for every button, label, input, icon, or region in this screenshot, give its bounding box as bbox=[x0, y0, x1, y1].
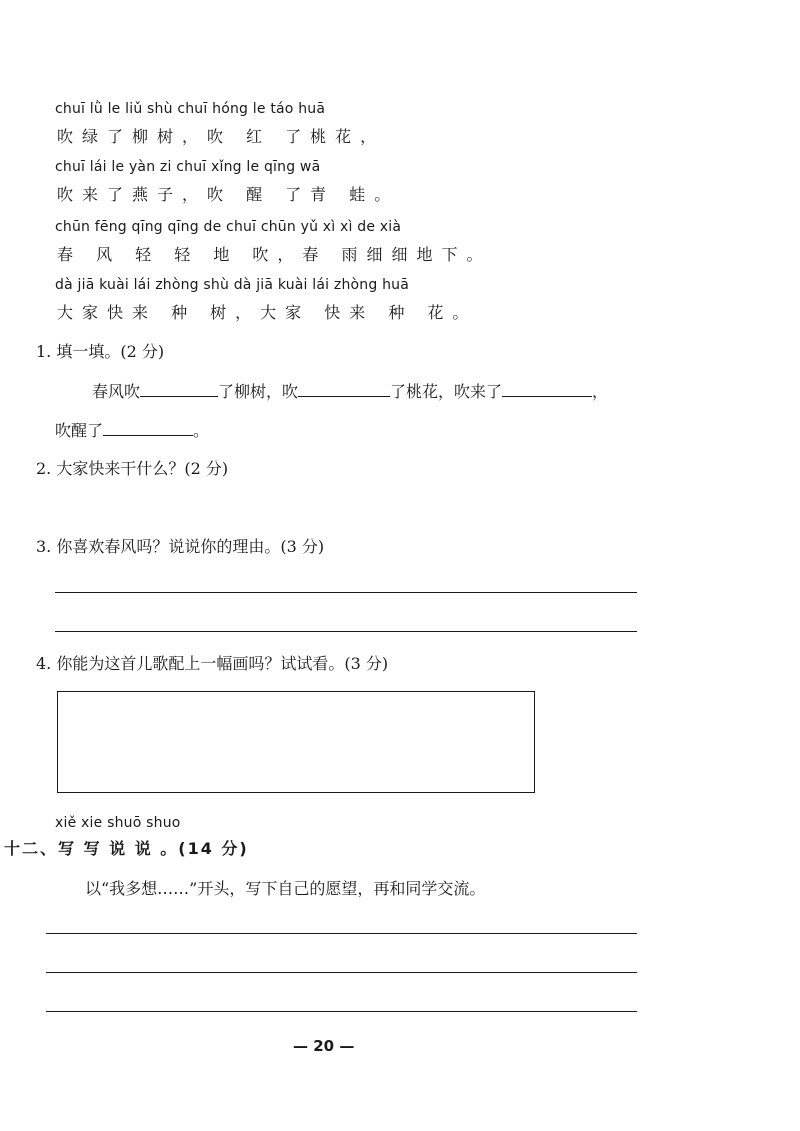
q1-text-3: 了桃花，吹来了 bbox=[390, 382, 503, 401]
s12-answer-line-3[interactable] bbox=[46, 1011, 637, 1012]
q1-blank-3[interactable] bbox=[502, 380, 592, 397]
q1-blank-2[interactable] bbox=[298, 380, 390, 397]
poem-line-1-pinyin: chuī lǜ le liǔ shù chuī hóng le táo huā bbox=[55, 101, 326, 117]
q1-blank-1[interactable] bbox=[140, 380, 218, 397]
poem-line-1-text: 吹绿了柳树，吹 红 了桃花， bbox=[57, 127, 386, 146]
poem-line-3-pinyin: chūn fēng qīng qīng de chuī chūn yǔ xì xì de xià bbox=[55, 219, 402, 235]
poem-line-4-text: 大家快来 种 树，大家 快来 种 花。 bbox=[57, 303, 478, 322]
s12-answer-line-1[interactable] bbox=[46, 933, 637, 934]
q3-answer-line-2[interactable] bbox=[55, 631, 637, 632]
q1-text-6: 。 bbox=[193, 421, 210, 440]
question-1-line-1 bbox=[92, 379, 608, 402]
section-12-instruction: 以“我多想……”开头，写下自己的愿望，再和同学交流。 bbox=[85, 879, 486, 898]
q1-text-2: 了柳树，吹 bbox=[218, 382, 299, 401]
poem-line-3-text: 春 风 轻 轻 地 吹，春 雨细细地下。 bbox=[57, 245, 492, 264]
drawing-box[interactable] bbox=[57, 691, 535, 793]
poem-line-2-text: 吹来了燕子，吹 醒 了青 蛙。 bbox=[57, 185, 400, 204]
page-number: — 20 — bbox=[293, 1037, 355, 1055]
question-1-line-2 bbox=[55, 418, 209, 441]
s12-answer-line-2[interactable] bbox=[46, 972, 637, 973]
q3-answer-line-1[interactable] bbox=[55, 592, 637, 593]
q1-text-5: 吹醒了 bbox=[55, 421, 104, 440]
q1-text-1: 春风吹 bbox=[92, 382, 141, 401]
question-2-title: 2. 大家快来干什么？(2 分) bbox=[36, 459, 229, 478]
section-12-title: 十二、写 写 说 说 。(14 分) bbox=[4, 839, 249, 858]
question-3-title: 3. 你喜欢春风吗？说说你的理由。(3 分) bbox=[36, 537, 325, 556]
question-4-title: 4. 你能为这首儿歌配上一幅画吗？试试看。(3 分) bbox=[36, 654, 389, 673]
poem-line-4-pinyin: dà jiā kuài lái zhòng shù dà jiā kuài lái zhòng huā bbox=[55, 277, 410, 293]
q1-blank-4[interactable] bbox=[103, 419, 193, 436]
poem-line-2-pinyin: chuī lái le yàn zi chuī xǐng le qīng wā bbox=[55, 159, 321, 175]
question-1-title: 1. 填一填。(2 分) bbox=[36, 342, 165, 361]
q1-text-4: ， bbox=[592, 382, 609, 401]
section-12-pinyin: xiě xie shuō shuo bbox=[55, 815, 181, 831]
